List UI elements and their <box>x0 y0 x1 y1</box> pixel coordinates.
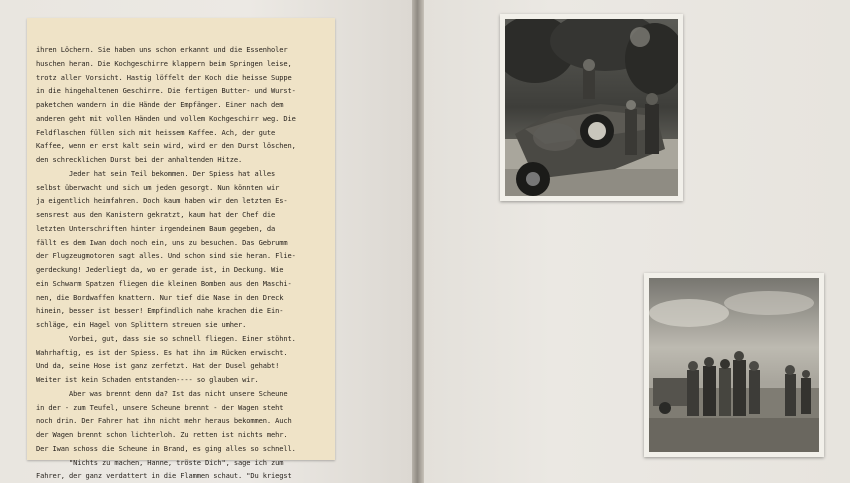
typed-line-8: Kaffee, wenn er erst kalt sein wird, wird er den Durst löschen, <box>36 141 296 151</box>
typewritten-page <box>27 18 335 481</box>
typed-line-16: der Flugzeugmotoren sagt alles. Und schon sind sie heran. Flie- <box>36 251 296 261</box>
album-gutter <box>412 0 424 483</box>
photo-vehicle <box>500 14 683 201</box>
photo-vehicle-image <box>505 19 678 196</box>
typed-line-29: der Wagen brennt schon lichterloh. Zu retten ist nichts mehr. <box>36 430 288 439</box>
typed-line-21: schläge, ein Hagel von Splittern streuen sie umher. <box>36 320 247 329</box>
typed-line-20: hinein, besser ist besser! Empfindlich nahe krachen die Ein- <box>36 306 284 316</box>
typed-line-13: sensrest aus den Kanistern gekratzt, kaum hat der Chef die <box>36 210 276 219</box>
typed-line-22: Vorbei, gut, dass sie so schnell fliegen. Einer stöhnt. <box>36 333 296 343</box>
typed-line-11: selbst überwacht und sich um jeden gesorgt. Nun könnten wir <box>36 182 280 192</box>
typed-line-2: huschen heran. Die Kochgeschirre klappern beim Springen leise, <box>36 58 292 68</box>
typed-line-12: ja eigentlich heimfahren. Doch kaum haben wir den letzten Es- <box>36 196 288 206</box>
photo-soldiers-image <box>649 278 819 452</box>
typed-line-31: "Nichts zu machen, Hanne, tröste Dich", sage ich zum <box>36 457 284 467</box>
typed-line-10: Jeder hat sein Teil bekommen. Der Spiess hat alles <box>36 168 276 178</box>
typed-line-28: noch drin. Der Fahrer hat ihn nicht mehr heraus bekommen. Auch <box>36 416 292 426</box>
typed-line-23: Wahrhaftig, es ist der Spiess. Es hat ihn im Rücken erwischt. <box>36 347 288 357</box>
typed-line-7: Feldflaschen füllen sich mit heissem Kaffee. Ach, der gute <box>36 127 276 137</box>
typed-line-24: Und da, seine Hose ist ganz zerfetzt. Hat der Dusel gehabt! <box>36 361 280 371</box>
typed-line-1: ihren Löchern. Sie haben uns schon erkannt und die Essenholer <box>36 45 288 54</box>
typed-line-9: den schrecklichen Durst bei der anhaltenden Hitze. <box>36 155 243 164</box>
typed-line-6: anderen geht mit vollen Händen und vollem Kochgeschirr weg. Die <box>36 113 296 123</box>
typed-line-19: nen, die Bordwaffen knattern. Nur tief die Nase in den Dreck <box>36 292 284 302</box>
typed-line-5: paketchen wandern in die Hände der Empfänger. Einer nach dem <box>36 100 284 109</box>
typed-line-17: gerdeckung! Jederliegt da, wo er gerade ist, in Deckung. Wie <box>36 265 284 274</box>
typed-line-32: Fahrer, der ganz verdattert in die Flammen schaut. "Du kriegst <box>36 471 292 481</box>
typed-line-3: trotz aller Vorsicht. Hastig löffelt der Koch die heisse Suppe <box>36 72 292 82</box>
typed-line-27: in der - zum Teufel, unsere Scheune brennt - der Wagen steht <box>36 402 284 412</box>
typed-line-4: in die hingehaltenen Geschirre. Die fertigen Butter- und Wurst- <box>36 86 296 96</box>
typed-line-18: ein Schwarm Spatzen fliegen die kleinen Bomben aus den Maschi- <box>36 278 292 288</box>
typed-line-30: Der Iwan schoss die Scheune in Brand, es ging alles so schnell. <box>36 443 296 453</box>
typed-line-15: fällt es dem Iwan doch noch ein, uns zu besuchen. Das Gebrumm <box>36 237 288 247</box>
photo-soldiers-group <box>644 273 824 457</box>
typed-line-26: Aber was brennt denn da? Ist das nicht unsere Scheune <box>36 388 288 398</box>
typed-line-14: letzten Unterschriften hinter irgendeinem Baum gegeben, da <box>36 223 276 233</box>
typed-line-25: Weiter ist kein Schaden entstanden---- so glauben wir. <box>36 375 259 384</box>
